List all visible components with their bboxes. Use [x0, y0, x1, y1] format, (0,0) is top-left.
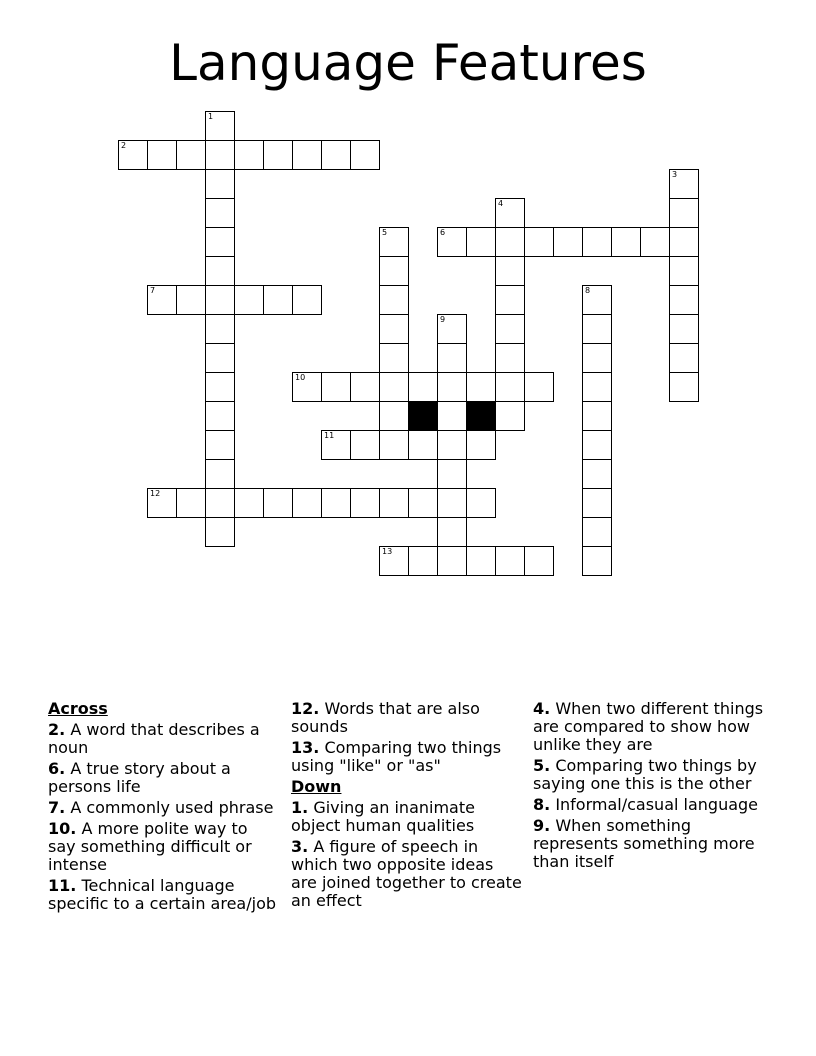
grid-cell[interactable]: [379, 546, 409, 576]
clue-number: 8.: [533, 795, 551, 814]
grid-cell[interactable]: [582, 488, 612, 518]
clue-number-label: 9: [440, 315, 446, 324]
clue-down-8[interactable]: [533, 796, 765, 814]
clue-column-3: [533, 700, 765, 874]
clue-text: A more polite way to say something difficult or intense: [48, 819, 252, 874]
clue-number-label: 12: [150, 489, 161, 498]
grid-cell[interactable]: [234, 488, 264, 518]
grid-cell[interactable]: [379, 256, 409, 286]
grid-cell[interactable]: [292, 140, 322, 170]
clue-text: Informal/casual language: [555, 795, 759, 814]
grid-cell[interactable]: [205, 459, 235, 489]
clue-text: A true story about a persons life: [48, 759, 231, 796]
clue-number: 9.: [533, 816, 551, 835]
grid-cell[interactable]: [669, 314, 699, 344]
clue-number-label: 3: [672, 170, 678, 179]
clue-number-label: 5: [382, 228, 388, 237]
clue-across-13[interactable]: [291, 739, 523, 775]
grid-cell[interactable]: [292, 372, 322, 402]
clue-text: Giving an inanimate object human qualities: [291, 798, 475, 835]
grid-cell[interactable]: [437, 227, 467, 257]
clue-number-label: 8: [585, 286, 591, 295]
clue-number-label: 6: [440, 228, 446, 237]
clue-number-label: 4: [498, 199, 504, 208]
clue-number: 3.: [291, 837, 309, 856]
grid-cell[interactable]: [582, 517, 612, 547]
clue-down-1[interactable]: [291, 799, 523, 835]
grid-cell[interactable]: [205, 111, 235, 141]
clue-number: 2.: [48, 720, 66, 739]
grid-cell[interactable]: [147, 140, 177, 170]
grid-cell[interactable]: [466, 488, 496, 518]
grid-cell[interactable]: [205, 401, 235, 431]
grid-cell[interactable]: [466, 546, 496, 576]
clue-down-9[interactable]: [533, 817, 765, 871]
grid-cell[interactable]: [669, 227, 699, 257]
clue-across-7[interactable]: [48, 799, 280, 817]
grid-cell[interactable]: [147, 488, 177, 518]
grid-cell[interactable]: [176, 285, 206, 315]
grid-cell[interactable]: [205, 256, 235, 286]
clue-number: 10.: [48, 819, 77, 838]
grid-cell[interactable]: [205, 314, 235, 344]
grid-cell[interactable]: [118, 140, 148, 170]
grid-cell[interactable]: [408, 546, 438, 576]
clue-down-4[interactable]: [533, 700, 765, 754]
grid-cell[interactable]: [205, 517, 235, 547]
grid-cell[interactable]: [176, 488, 206, 518]
grid-cell[interactable]: [205, 198, 235, 228]
puzzle-title: Language Features: [169, 34, 647, 92]
grid-cell[interactable]: [205, 285, 235, 315]
grid-cell[interactable]: [437, 430, 467, 460]
clue-number-label: 13: [382, 547, 393, 556]
grid-cell[interactable]: [437, 343, 467, 373]
clue-number-label: 7: [150, 286, 156, 295]
grid-cell[interactable]: [292, 285, 322, 315]
grid-cell[interactable]: [205, 430, 235, 460]
grid-cell[interactable]: [495, 285, 525, 315]
grid-cell[interactable]: [669, 285, 699, 315]
grid-cell[interactable]: [495, 401, 525, 431]
grid-cell[interactable]: [582, 227, 612, 257]
grid-cell[interactable]: [234, 140, 264, 170]
grid-cell[interactable]: [524, 227, 554, 257]
clue-number: 12.: [291, 699, 320, 718]
grid-cell[interactable]: [379, 285, 409, 315]
grid-cell[interactable]: [466, 227, 496, 257]
clue-down-5[interactable]: [533, 757, 765, 793]
clue-text: A commonly used phrase: [70, 798, 274, 817]
clue-number: 5.: [533, 756, 551, 775]
grid-cell[interactable]: [263, 488, 293, 518]
grid-cell[interactable]: [495, 256, 525, 286]
grid-cell[interactable]: [669, 256, 699, 286]
clue-text: A figure of speech in which two opposite ideas are joined together to create an effect: [291, 837, 522, 910]
grid-cell[interactable]: [495, 372, 525, 402]
clue-across-2[interactable]: [48, 721, 280, 757]
grid-cell[interactable]: [582, 459, 612, 489]
grid-cell[interactable]: [669, 343, 699, 373]
grid-cell[interactable]: [437, 372, 467, 402]
grid-cell[interactable]: [379, 401, 409, 431]
clue-number: 11.: [48, 876, 77, 895]
grid-cell[interactable]: [379, 430, 409, 460]
clue-number: 4.: [533, 699, 551, 718]
grid-cell[interactable]: [205, 343, 235, 373]
grid-cell[interactable]: [524, 546, 554, 576]
clue-across-6[interactable]: [48, 760, 280, 796]
grid-cell[interactable]: [205, 488, 235, 518]
grid-cell[interactable]: [669, 372, 699, 402]
grid-cell[interactable]: [611, 227, 641, 257]
grid-cell[interactable]: [408, 430, 438, 460]
black-cell: [408, 401, 438, 431]
grid-cell[interactable]: [350, 430, 380, 460]
grid-cell[interactable]: [437, 459, 467, 489]
grid-cell[interactable]: [495, 227, 525, 257]
grid-cell[interactable]: [350, 488, 380, 518]
grid-cell[interactable]: [147, 285, 177, 315]
grid-cell[interactable]: [495, 314, 525, 344]
grid-cell[interactable]: [582, 430, 612, 460]
grid-cell[interactable]: [350, 140, 380, 170]
clue-number-label: 1: [208, 112, 214, 121]
clue-text: When two different things are compared to show how unlike they are: [533, 699, 764, 754]
grid-cell[interactable]: [582, 372, 612, 402]
clue-number: 13.: [291, 738, 320, 757]
clue-number-label: 11: [324, 431, 335, 440]
grid-cell[interactable]: [379, 227, 409, 257]
grid-cell[interactable]: [466, 430, 496, 460]
grid-cell[interactable]: [379, 372, 409, 402]
clue-number: 6.: [48, 759, 66, 778]
grid-cell[interactable]: [321, 140, 351, 170]
grid-cell[interactable]: [495, 198, 525, 228]
grid-cell[interactable]: [379, 488, 409, 518]
grid-cell[interactable]: [582, 546, 612, 576]
clue-text: Words that are also sounds: [291, 699, 480, 736]
grid-cell[interactable]: [582, 343, 612, 373]
grid-cell[interactable]: [437, 517, 467, 547]
clue-down-3[interactable]: [291, 838, 523, 910]
grid-cell[interactable]: [437, 546, 467, 576]
grid-cell[interactable]: [437, 488, 467, 518]
clue-across-12[interactable]: [291, 700, 523, 736]
clue-number-label: 10: [295, 373, 306, 382]
clue-text: A word that describes a noun: [48, 720, 260, 757]
grid-cell[interactable]: [321, 488, 351, 518]
across-heading: Across: [48, 699, 108, 718]
clue-number-label: 2: [121, 141, 127, 150]
grid-cell[interactable]: [408, 372, 438, 402]
grid-cell[interactable]: [640, 227, 670, 257]
black-cell: [466, 401, 496, 431]
grid-cell[interactable]: [669, 169, 699, 199]
clue-text: When something represents something more than itself: [533, 816, 755, 871]
grid-cell[interactable]: [263, 285, 293, 315]
grid-cell[interactable]: [669, 198, 699, 228]
clue-number: 1.: [291, 798, 309, 817]
clue-text: Comparing two things by saying one this is the other: [533, 756, 757, 793]
grid-cell[interactable]: [205, 227, 235, 257]
grid-cell[interactable]: [437, 401, 467, 431]
grid-cell[interactable]: [321, 372, 351, 402]
clue-number: 7.: [48, 798, 66, 817]
grid-cell[interactable]: [176, 140, 206, 170]
grid-cell[interactable]: [205, 140, 235, 170]
grid-cell[interactable]: [437, 314, 467, 344]
grid-cell[interactable]: [205, 372, 235, 402]
grid-cell[interactable]: [350, 372, 380, 402]
clue-text: Comparing two things using "like" or "as": [291, 738, 502, 775]
clue-column-1: [48, 700, 280, 916]
grid-cell[interactable]: [408, 488, 438, 518]
clue-text: Technical language specific to a certain area/job: [48, 876, 277, 913]
clue-across-11[interactable]: [48, 877, 280, 913]
grid-cell[interactable]: [292, 488, 322, 518]
down-heading: Down: [291, 777, 342, 796]
grid-cell[interactable]: [524, 372, 554, 402]
grid-cell[interactable]: [234, 285, 264, 315]
grid-cell[interactable]: [379, 314, 409, 344]
grid-cell[interactable]: [582, 285, 612, 315]
grid-cell[interactable]: [495, 546, 525, 576]
grid-cell[interactable]: [582, 314, 612, 344]
grid-cell[interactable]: [495, 343, 525, 373]
grid-cell[interactable]: [205, 169, 235, 199]
grid-cell[interactable]: [553, 227, 583, 257]
grid-cell[interactable]: [582, 401, 612, 431]
clue-across-10[interactable]: [48, 820, 280, 874]
grid-cell[interactable]: [263, 140, 293, 170]
grid-cell[interactable]: [466, 372, 496, 402]
clue-column-2: [291, 700, 523, 913]
grid-cell[interactable]: [379, 343, 409, 373]
grid-cell[interactable]: [321, 430, 351, 460]
